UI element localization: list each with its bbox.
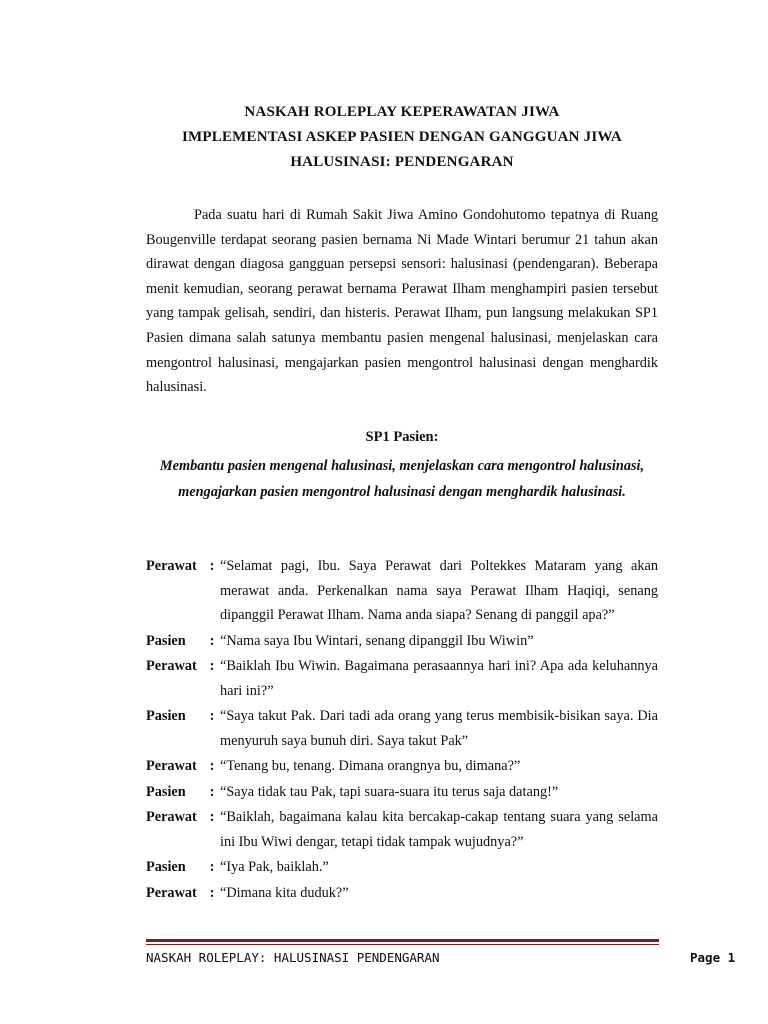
dialogue-line [146, 704, 658, 753]
dialogue-speaker: Perawat [146, 558, 197, 574]
intro-text: Pada suatu hari di Rumah Sakit Jiwa Amino Gondohutomo tepatnya di Ruang Bougenville terdapat seorang pasien bernama Ni Made Wintari berumur 21 tahun akan dirawat dengan diagosa gangguan persepsi sensori: halusinasi (pendengaran). Beberapa menit kemudian, seorang perawat bernama Perawat Ilham menghampiri pasien tersebut yang tampak gelisah, sendiri, dan histeris. Perawat Ilham, pun langsung melakukan SP1 Pasien dimana salah satunya membantu pasien mengenal halusinasi, menjelaskan cara mengontrol halusinasi, mengajarkan pasien mengontrol halusinasi dengan menghardik halusinasi. [146, 207, 658, 396]
dialogue-text: “Nama saya Ibu Wintari, senang dipanggil Ibu Wiwin” [220, 632, 534, 649]
dialogue-speaker: Pasien [146, 708, 186, 724]
dialogue-colon: : [209, 708, 215, 724]
dialogue-speaker: Perawat [146, 809, 197, 825]
dialogue-speaker: Perawat [146, 884, 197, 901]
dialogue-colon: : [209, 783, 215, 800]
section-subtitle: Membantu pasien mengenal halusinasi, menjelaskan cara mengontrol halusinasi, mengajarkan pasien mengontrol halusinasi dengan menghardik halusinasi. [159, 458, 645, 500]
dialogue-line [146, 654, 658, 703]
dialogue-colon: : [209, 884, 215, 901]
dialogue-speaker: Pasien [146, 859, 186, 875]
document-title-line-1: NASKAH ROLEPLAY KEPERAWATAN JIWA [244, 104, 560, 120]
dialogue-text: “Selamat pagi, Ibu. Saya Perawat dari Poltekkes Mataram yang akan merawat anda. Perkenalkan nama saya Perawat Ilham Haqiqi, senang dipanggil Perawat Ilham. Nama anda siapa? Senang di panggil apa?” [220, 558, 658, 623]
dialogue-text: “Baiklah, bagaimana kalau kita bercakap-cakap tentang suara yang selama ini Ibu Wiwi dengar, tetapi tidak tampak wujudnya?” [220, 809, 658, 850]
footer-page-number: Page 1 [690, 950, 736, 965]
dialogue-line [146, 805, 658, 854]
dialogue-text: “Saya tidak tau Pak, tapi suara-suara itu terus saja datang!” [220, 783, 559, 800]
dialogue-text: “Saya takut Pak. Dari tadi ada orang yang terus membisik-bisikan saya. Dia menyuruh saya bunuh diri. Saya takut Pak” [220, 708, 658, 749]
section-heading: SP1 Pasien: [365, 429, 439, 445]
dialogue-line [146, 554, 658, 628]
dialogue-colon: : [209, 558, 215, 574]
dialogue-line [146, 754, 658, 779]
dialogue-line [146, 881, 658, 906]
dialogue-colon: : [209, 658, 215, 674]
dialogue-speaker: Perawat [146, 758, 197, 774]
footer-rule-thick [146, 939, 659, 942]
intro-paragraph [146, 203, 658, 400]
document-title-line-3: HALUSINASI: PENDENGARAN [290, 154, 514, 170]
dialogue-speaker: Perawat [146, 658, 197, 674]
footer-title: NASKAH ROLEPLAY: HALUSINASI PENDENGARAN [146, 950, 440, 965]
dialogue-text: “Dimana kita duduk?” [220, 884, 349, 901]
dialogue-line [146, 855, 658, 880]
document-title-line-2: IMPLEMENTASI ASKEP PASIEN DENGAN GANGGUAN JIWA [182, 129, 622, 145]
dialogue-colon: : [209, 859, 215, 875]
dialogue-speaker: Pasien [146, 783, 186, 800]
dialogue-colon: : [209, 632, 215, 649]
dialogue-speaker: Pasien [146, 632, 186, 649]
dialogue-line [146, 629, 658, 654]
dialogue-colon: : [209, 809, 215, 825]
dialogue-text: “Tenang bu, tenang. Dimana orangnya bu, dimana?” [220, 758, 521, 774]
dialogue-list [146, 554, 658, 906]
dialogue-text: “Iya Pak, baiklah.” [220, 859, 329, 875]
dialogue-text: “Baiklah Ibu Wiwin. Bagaimana perasaannya hari ini? Apa ada keluhannya hari ini?” [220, 658, 658, 699]
dialogue-line [146, 780, 658, 805]
dialogue-colon: : [209, 758, 215, 774]
footer-rule-thin [146, 944, 659, 945]
